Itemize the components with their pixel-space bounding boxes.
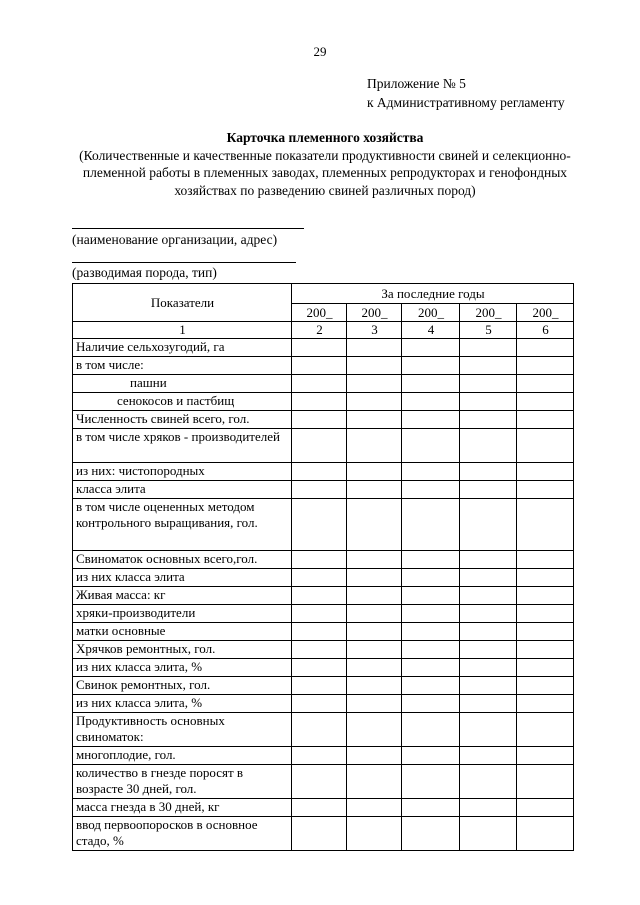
indicator-label: хряки-производители [73,605,292,623]
value-cell[interactable] [517,551,574,569]
value-cell[interactable] [460,463,517,481]
value-cell[interactable] [460,605,517,623]
page-number: 29 [313,44,327,59]
table-row [73,623,574,641]
indicator-label: матки основные [73,623,292,641]
value-cell[interactable] [292,659,347,677]
indicator-label: из них класса элита [73,569,292,587]
value-cell[interactable] [460,659,517,677]
value-cell[interactable] [347,641,402,659]
table-row [73,605,574,623]
value-cell[interactable] [402,799,460,817]
value-cell[interactable] [292,375,347,393]
value-cell[interactable] [292,587,347,605]
value-cell[interactable] [517,429,574,463]
value-cell[interactable] [292,695,347,713]
table-row [73,641,574,659]
appendix-reference: к Административному регламенту [367,95,565,110]
value-cell[interactable] [460,551,517,569]
document-title-block [60,129,590,199]
value-cell[interactable] [517,357,574,375]
value-cell[interactable] [347,393,402,411]
year-label: 200_ [460,304,517,322]
value-cell[interactable] [347,375,402,393]
column-number: 2 [292,322,347,339]
value-cell[interactable] [347,463,402,481]
indicator-label: в том числе хряков - производителей [73,429,292,463]
value-cell[interactable] [292,551,347,569]
org-caption: (наименование организации, адрес) [72,232,278,247]
value-cell[interactable] [347,765,402,799]
value-cell[interactable] [292,393,347,411]
indicator-label: Наличие сельхозугодий, га [73,339,292,357]
column-number: 3 [347,322,402,339]
value-cell[interactable] [402,357,460,375]
document-title: Карточка племенного хозяйства [226,130,424,145]
value-cell[interactable] [460,623,517,641]
table-row [73,587,574,605]
value-cell[interactable] [517,641,574,659]
value-cell[interactable] [517,765,574,799]
value-cell[interactable] [517,713,574,747]
value-cell[interactable] [460,339,517,357]
indicator-label: из них: чистопородных [73,463,292,481]
value-cell[interactable] [402,463,460,481]
value-cell[interactable] [292,799,347,817]
table-row [73,339,574,357]
year-label: 200_ [517,304,574,322]
value-cell[interactable] [347,587,402,605]
value-cell[interactable] [460,587,517,605]
value-cell[interactable] [292,481,347,499]
indicator-label: многоплодие, гол. [73,747,292,765]
value-cell[interactable] [292,463,347,481]
value-cell[interactable] [402,765,460,799]
value-cell[interactable] [347,747,402,765]
value-cell[interactable] [402,411,460,429]
indicator-label: пашни [73,375,292,393]
value-cell[interactable] [517,659,574,677]
value-cell[interactable] [402,659,460,677]
table-row [73,765,574,799]
value-cell[interactable] [402,695,460,713]
value-cell[interactable] [402,641,460,659]
org-blank-line [72,228,304,229]
indicator-label: Численность свиней всего, гол. [73,411,292,429]
value-cell[interactable] [517,677,574,695]
breed-caption: (разводимая порода, тип) [72,265,217,280]
indicator-label: в том числе: [73,357,292,375]
table-row [73,799,574,817]
table-row [73,393,574,411]
value-cell[interactable] [292,623,347,641]
value-cell[interactable] [347,677,402,695]
value-cell[interactable] [347,799,402,817]
value-cell[interactable] [517,569,574,587]
value-cell[interactable] [347,499,402,551]
value-cell[interactable] [347,481,402,499]
table-row [73,677,574,695]
column-number-row [73,322,574,339]
column-number: 1 [73,322,292,339]
table-row [73,481,574,499]
value-cell[interactable] [460,429,517,463]
value-cell[interactable] [347,659,402,677]
value-cell[interactable] [292,817,347,851]
column-number: 6 [517,322,574,339]
value-cell[interactable] [292,569,347,587]
table-row [73,747,574,765]
header-indicators: Показатели [73,284,292,322]
appendix-number: Приложение № 5 [367,76,466,91]
value-cell[interactable] [292,357,347,375]
value-cell[interactable] [517,375,574,393]
value-cell[interactable] [347,695,402,713]
value-cell[interactable] [460,713,517,747]
year-label: 200_ [402,304,460,322]
indicator-label: Свинок ремонтных, гол. [73,677,292,695]
value-cell[interactable] [460,481,517,499]
value-cell[interactable] [517,463,574,481]
indicator-label: ввод первоопоросков в основное стадо, % [73,817,292,851]
value-cell[interactable] [517,817,574,851]
value-cell[interactable] [292,605,347,623]
value-cell[interactable] [347,411,402,429]
value-cell[interactable] [460,375,517,393]
indicator-label: Хрячков ремонтных, гол. [73,641,292,659]
value-cell[interactable] [460,695,517,713]
value-cell[interactable] [460,765,517,799]
value-cell[interactable] [347,429,402,463]
value-cell[interactable] [517,411,574,429]
value-cell[interactable] [402,375,460,393]
value-cell[interactable] [347,817,402,851]
value-cell[interactable] [402,747,460,765]
value-cell[interactable] [517,799,574,817]
value-cell[interactable] [292,677,347,695]
value-cell[interactable] [402,339,460,357]
table-row [73,569,574,587]
value-cell[interactable] [460,411,517,429]
value-cell[interactable] [347,605,402,623]
document-subtitle: (Количественные и качественные показатели продуктивности свиней и селекционно-племенной работы в племенных заводах, племенных репродукторах и генофондных хозяйствах по разведению свиней различных пород) [79,147,571,198]
value-cell[interactable] [517,587,574,605]
value-cell[interactable] [460,393,517,411]
header-years: За последние годы [292,284,574,304]
table-row [73,357,574,375]
table-row [73,659,574,677]
value-cell[interactable] [402,569,460,587]
indicator-label: из них класса элита, % [73,659,292,677]
value-cell[interactable] [292,713,347,747]
value-cell[interactable] [402,605,460,623]
table-row [73,375,574,393]
value-cell[interactable] [402,623,460,641]
value-cell[interactable] [292,499,347,551]
value-cell[interactable] [460,747,517,765]
value-cell[interactable] [347,713,402,747]
table-row [73,429,574,463]
value-cell[interactable] [460,677,517,695]
value-cell[interactable] [517,623,574,641]
value-cell[interactable] [460,569,517,587]
indicator-label: Живая масса: кг [73,587,292,605]
appendix-block [367,74,565,112]
table-row [73,695,574,713]
breed-blank-line [72,262,296,263]
table-row [73,411,574,429]
value-cell[interactable] [347,357,402,375]
column-number: 5 [460,322,517,339]
indicators-table [72,283,574,851]
value-cell[interactable] [517,605,574,623]
value-cell[interactable] [402,677,460,695]
value-cell[interactable] [517,695,574,713]
table-row [73,817,574,851]
value-cell[interactable] [347,569,402,587]
table-row [73,463,574,481]
value-cell[interactable] [460,799,517,817]
value-cell[interactable] [292,339,347,357]
table-row [73,499,574,551]
table-row [73,713,574,747]
value-cell[interactable] [402,481,460,499]
indicator-label: сенокосов и пастбищ [73,393,292,411]
year-label: 200_ [292,304,347,322]
indicator-label: количество в гнезде поросят в возрасте 30 дней, гол. [73,765,292,799]
indicator-label: из них класса элита, % [73,695,292,713]
value-cell[interactable] [347,623,402,641]
value-cell[interactable] [347,339,402,357]
value-cell[interactable] [402,587,460,605]
value-cell[interactable] [517,481,574,499]
value-cell[interactable] [460,641,517,659]
indicator-label: Продуктивность основных свиноматок: [73,713,292,747]
value-cell[interactable] [292,747,347,765]
value-cell[interactable] [460,357,517,375]
value-cell[interactable] [402,817,460,851]
column-number: 4 [402,322,460,339]
value-cell[interactable] [460,499,517,551]
table-row [73,551,574,569]
value-cell[interactable] [292,641,347,659]
value-cell[interactable] [402,499,460,551]
value-cell[interactable] [517,747,574,765]
value-cell[interactable] [460,817,517,851]
value-cell[interactable] [292,429,347,463]
indicator-label: масса гнезда в 30 дней, кг [73,799,292,817]
value-cell[interactable] [402,429,460,463]
indicator-label: в том числе оцененных методом контрольного выращивания, гол. [73,499,292,551]
indicator-label: класса элита [73,481,292,499]
value-cell[interactable] [347,551,402,569]
year-label: 200_ [347,304,402,322]
value-cell[interactable] [402,393,460,411]
header-row [73,284,574,304]
value-cell[interactable] [517,393,574,411]
indicator-label: Свиноматок основных всего,гол. [73,551,292,569]
value-cell[interactable] [402,713,460,747]
value-cell[interactable] [292,765,347,799]
value-cell[interactable] [292,411,347,429]
value-cell[interactable] [517,339,574,357]
value-cell[interactable] [402,551,460,569]
value-cell[interactable] [517,499,574,551]
